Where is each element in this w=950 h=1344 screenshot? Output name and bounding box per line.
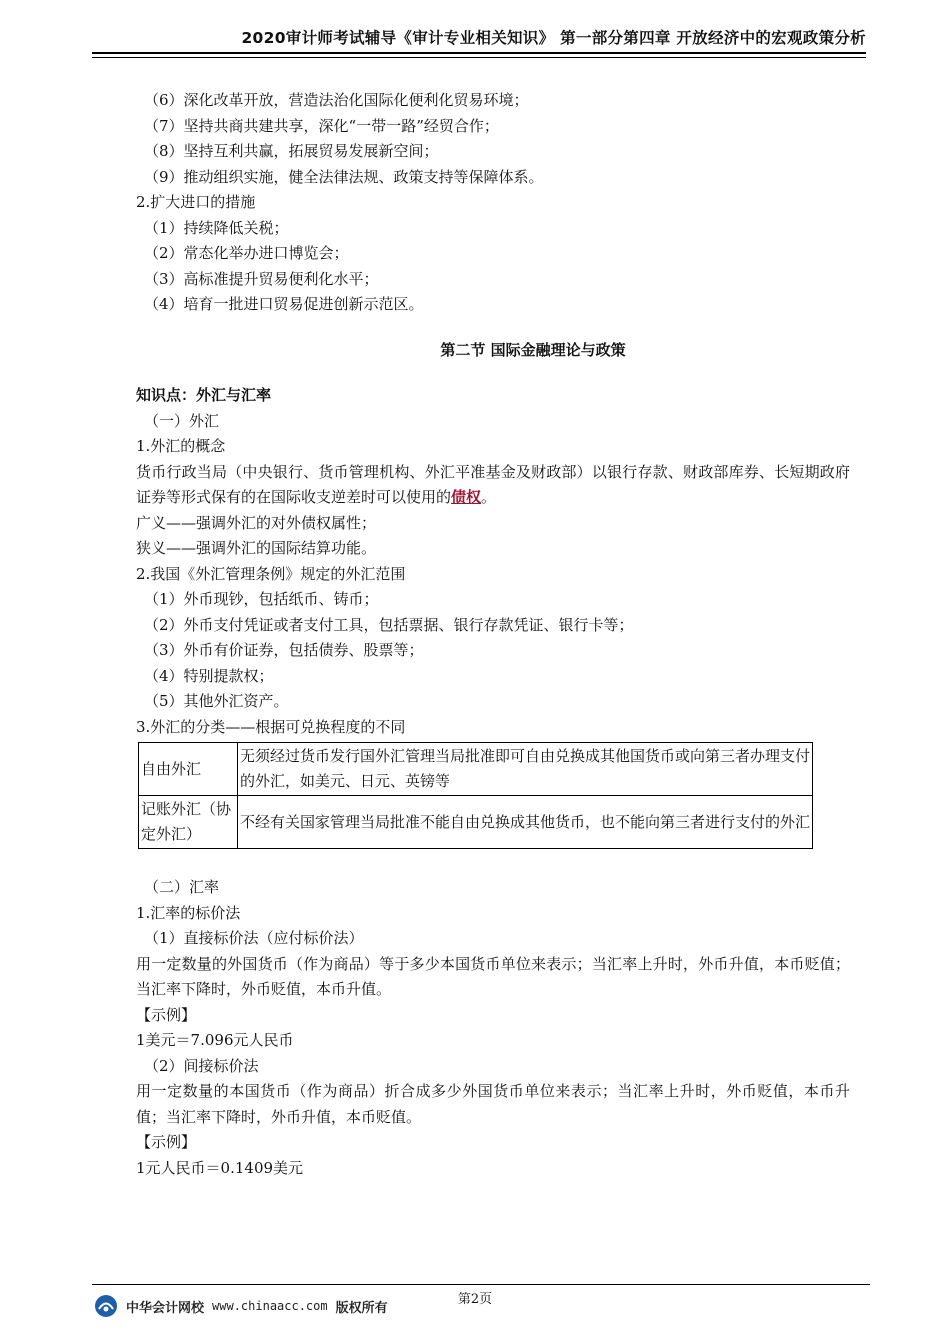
brand-rights: 版权所有 xyxy=(335,1300,388,1316)
subheading: 3.外汇的分类——根据可兑换程度的不同 xyxy=(136,717,406,736)
header-rule-thick xyxy=(92,52,866,54)
chinaacc-logo-icon xyxy=(94,1294,118,1318)
subheading: 1.汇率的标价法 xyxy=(136,903,241,922)
list-item: （8）坚持互利共赢，拓展贸易发展新空间； xyxy=(144,142,439,160)
footer-rule xyxy=(92,1284,870,1285)
brand-url[interactable]: www.chinaacc.com xyxy=(212,1299,328,1313)
table-row xyxy=(139,796,813,849)
example-label: 【示例】 xyxy=(136,1005,197,1024)
document-body xyxy=(136,88,850,1181)
list-item: （4）特别提款权； xyxy=(144,666,274,685)
example-label: 【示例】 xyxy=(136,1133,197,1151)
list-item: （7）坚持共商共建共享，深化“一带一路”经贸合作； xyxy=(144,116,499,135)
example-text: 1美元＝7.096元人民币 xyxy=(136,1031,294,1049)
list-item: （2）常态化举办进口博览会； xyxy=(144,244,349,262)
paragraph-direct: 用一定数量的外国货币（作为商品）等于多少本国货币单位来表示；当汇率上升时，外币升值，本币贬值；当汇率下降时，外币贬值，本币升值。 xyxy=(136,954,850,998)
table-cell-term: 记账外汇（协定外汇） xyxy=(139,796,238,849)
page-number: 第2页 xyxy=(457,1292,493,1307)
table-cell-desc: 无须经过货币发行国外汇管理当局批准即可自由兑换成其他国货币或向第三者办理支付的外汇，如美元、日元、英镑等 xyxy=(238,743,813,796)
subheading: （2）间接标价法 xyxy=(144,1056,259,1075)
subheading: （一）外汇 xyxy=(144,411,220,430)
table-cell-desc: 不经有关国家管理当局批准不能自由兑换成其他货币，也不能向第三者进行支付的外汇 xyxy=(238,796,813,849)
list-item: （3）高标准提升贸易便利化水平； xyxy=(144,269,379,288)
paragraph-indirect: 用一定数量的本国货币（作为商品）折合成多少外国货币单位来表示；当汇率上升时，外币贬值，本币升值；当汇率下降时，外币升值，本币贬值。 xyxy=(136,1082,850,1126)
subheading: 2.扩大进口的措施 xyxy=(136,193,256,211)
paragraph-line: 广义——强调外汇的对外债权属性； xyxy=(136,513,377,532)
subheading: （二）汇率 xyxy=(144,878,220,896)
knowledge-point-title: 知识点：外汇与汇率 xyxy=(136,386,272,404)
list-item: （2）外币支付凭证或者支付工具，包括票据、银行存款凭证、银行卡等； xyxy=(144,615,634,634)
list-item: （1）外币现钞，包括纸币、铸币； xyxy=(144,590,379,608)
keyword-link[interactable]: 债权 xyxy=(451,488,482,506)
subheading: 2.我国《外汇管理条例》规定的外汇范围 xyxy=(136,564,406,583)
footer-brand xyxy=(94,1294,388,1318)
list-item: （3）外币有价证券，包括债券、股票等； xyxy=(144,641,424,659)
subheading: （1）直接标价法（应付标价法） xyxy=(144,929,364,947)
table-cell-term: 自由外汇 xyxy=(139,743,238,796)
example-text: 1元人民币＝0.1409美元 xyxy=(136,1158,304,1177)
list-item: （1）持续降低关税； xyxy=(144,218,289,237)
list-item: （9）推动组织实施，健全法律法规、政策支持等保障体系。 xyxy=(144,167,544,186)
brand-name: 中华会计网校 xyxy=(126,1300,205,1316)
section-title: 第二节 国际金融理论与政策 xyxy=(440,340,626,359)
subheading: 1.外汇的概念 xyxy=(136,437,226,455)
paragraph-line: 狭义——强调外汇的国际结算功能。 xyxy=(136,539,377,557)
header-rule-thin xyxy=(92,57,866,58)
list-item: （6）深化改革开放，营造法治化国际化便利化贸易环境； xyxy=(144,91,529,109)
table-row xyxy=(139,743,813,796)
header-title: 2020审计师考试辅导《审计专业相关知识》 第一部分第四章 开放经济中的宏观政策分析 xyxy=(241,29,866,47)
list-item: （5）其他外汇资产。 xyxy=(144,692,289,710)
concept-text-end: 。 xyxy=(481,488,497,506)
paragraph-concept xyxy=(136,460,850,511)
concept-text: 货币行政当局（中央银行、货币管理机构、外汇平准基金及财政部）以银行存款、财政部库券、长短期政府证券等形式保有的在国际收支逆差时可以使用的 xyxy=(136,462,850,506)
list-item: （4）培育一批进口贸易促进创新示范区。 xyxy=(144,295,424,313)
fx-classification-table xyxy=(138,742,813,849)
